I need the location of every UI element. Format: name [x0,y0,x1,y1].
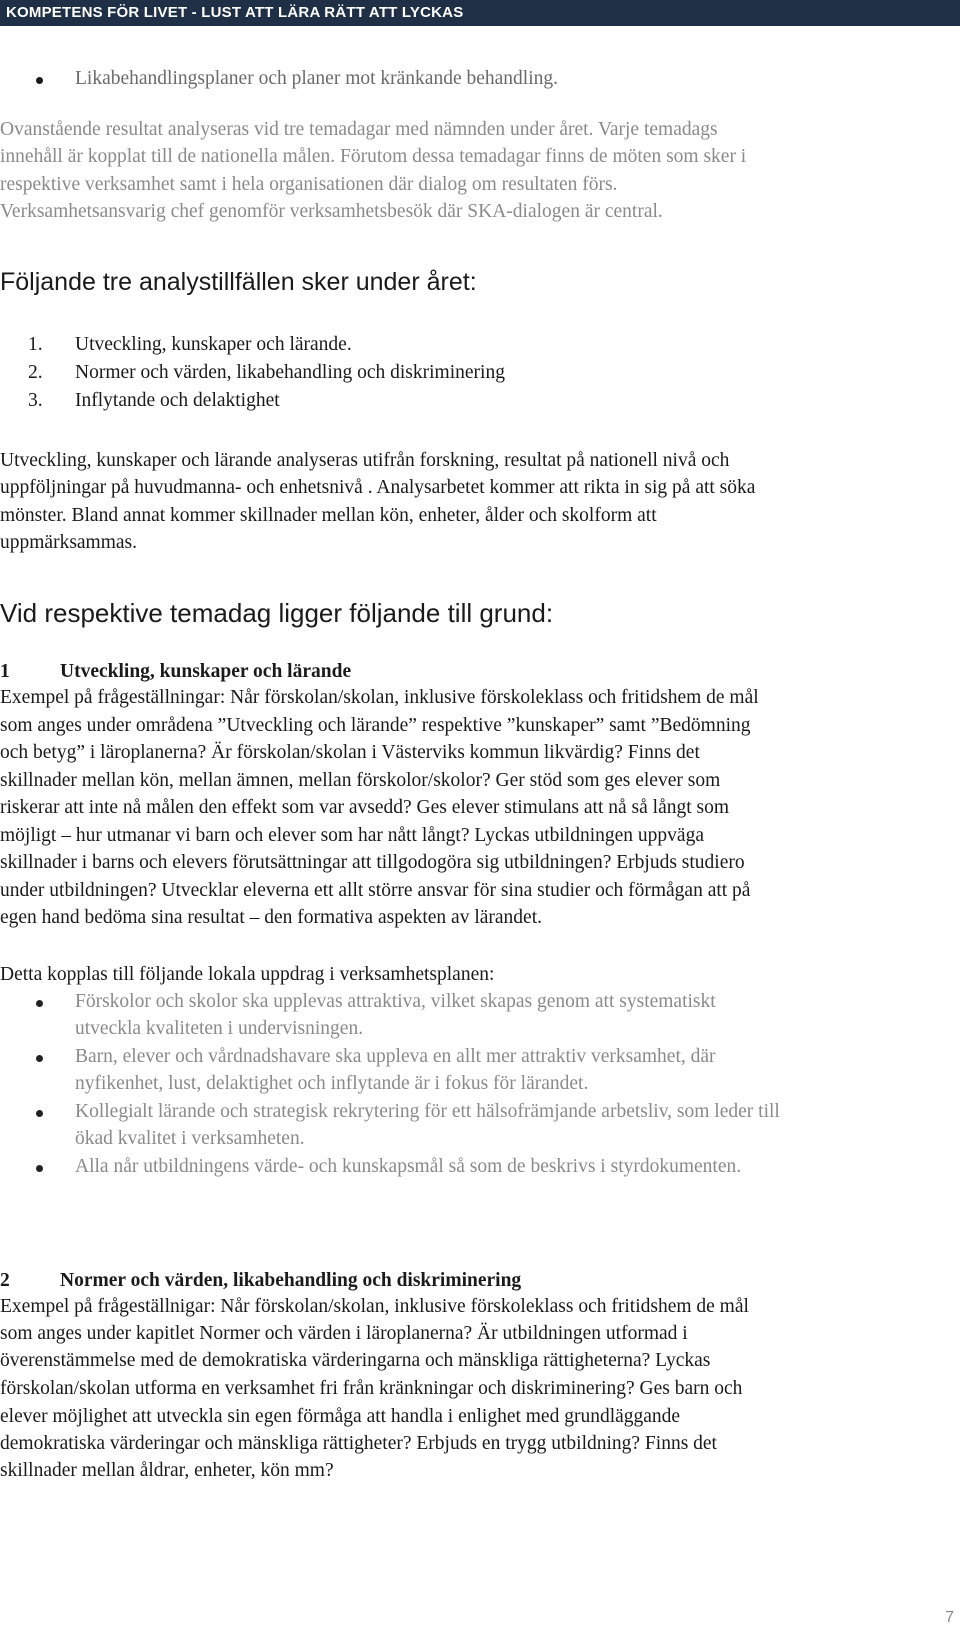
plan-bullet-text: Förskolor och skolor ska upplevas attraktiva, vilket skapas genom att systematiskt [75,991,716,1012]
section1-line: som anges under områdena ”Utveckling och lärande” respektive ”kunskaper” samt ”Bedömning [0,715,751,736]
section2-line: förskolan/skolan utforma en verksamhet fri från kränkningar och diskriminering? Ges barn och [0,1378,743,1399]
numbered-item-text: Normer och värden, likabehandling och diskriminering [75,362,505,383]
bullet-icon [36,1000,43,1007]
section2-number: 2 [0,1270,10,1291]
plan-bullet-text: Kollegialt lärande och strategisk rekrytering för ett hälsofrämjande arbetsliv, som leder till [75,1101,780,1122]
header-bar [0,0,960,26]
bullet-icon [36,1165,43,1172]
numbered-item-number: 2. [28,362,43,383]
section2-line: Exempel på frågeställnigar: Når förskolan/skolan, inklusive förskoleklass och fritidshem de mål [0,1296,749,1317]
para2-line-2: uppföljningar på huvudmanna- och enhetsnivå . Analysarbetet kommer att rikta in sig på att söka [0,477,756,498]
section1-line: egen hand bedöma sina resultat – den formativa aspekten av lärandet. [0,907,543,928]
bullet-icon [36,77,43,84]
section1-line: och betyg” i läroplanerna? Är förskolan/skolan i Västerviks kommun likvärdig? Finns det [0,742,700,763]
section1-line: riskerar att inte nå målen den effekt som var avsedd? Ges elever stimulans att nå så långt som [0,797,730,818]
section2-line: demokratiska värderingar och mänskliga rättigheter? Erbjuds en trygg utbildning? Finns det [0,1433,717,1454]
bullet-icon [36,1110,43,1117]
heading-analystillfallen: Följande tre analystillfällen sker under året: [0,268,477,296]
intro-line-2: innehåll är kopplat till de nationella målen. Förutom dessa temadagar finns de möten som sker i [0,146,747,167]
section1-lead: Detta kopplas till följande lokala uppdrag i verksamhetsplanen: [0,964,495,985]
heading-temadag: Vid respektive temadag ligger följande till grund: [0,598,554,628]
para2-line-3: mönster. Bland annat kommer skillnader mellan kön, enheter, ålder och skolform att [0,505,657,526]
section2-line: elever möjlighet att utveckla sin egen förmåga att handla i enlighet med grundläggande [0,1406,681,1427]
numbered-item-text: Inflytande och delaktighet [75,390,280,411]
section1-title: Utveckling, kunskaper och lärande [60,661,352,682]
numbered-item-number: 3. [28,390,43,411]
section1-line: skillnader mellan kön, mellan ämnen, mellan förskolor/skolor? Ger stöd som ges elever som [0,770,721,791]
section1-line: skillnader i barns och elevers förutsättningar att tillgodogöra sig utbildningen? Erbjuds studiero [0,852,745,873]
intro-line-1: Ovanstående resultat analyseras vid tre temadagar med nämnden under året. Varje temadags [0,119,718,140]
section1-line: Exempel på frågeställningar: Når förskolan/skolan, inklusive förskoleklass och fritidshem de mål [0,687,759,708]
plan-bullet-text: Barn, elever och vårdnadshavare ska uppleva en allt mer attraktiv verksamhet, där [75,1046,716,1067]
page-number: 7 [945,1609,954,1626]
numbered-item-text: Utveckling, kunskaper och lärande. [75,334,352,355]
section2-title: Normer och värden, likabehandling och diskriminering [60,1270,522,1291]
section2-line: som anges under kapitlet Normer och värden i läroplanerna? Är utbildningen utformad i [0,1323,688,1344]
intro-line-3: respektive verksamhet samt i hela organisationen där dialog om resultaten förs. [0,174,618,195]
intro-line-4: Verksamhetsansvarig chef genomför verksamhetsbesök där SKA-dialogen är central. [0,201,663,222]
top-bullet-text: Likabehandlingsplaner och planer mot kränkande behandling. [75,68,559,89]
bullet-icon [36,1055,43,1062]
section1-number: 1 [0,661,10,682]
para2-line-1: Utveckling, kunskaper och lärande analyseras utifrån forskning, resultat på nationell nivå och [0,450,730,471]
plan-bullet-text: Alla når utbildningens värde- och kunskapsmål så som de beskrivs i styrdokumenten. [75,1156,742,1177]
plan-bullet-text: utveckla kvaliteten i undervisningen. [75,1018,364,1039]
numbered-item-number: 1. [28,334,43,355]
section2-line: överenstämmelse med de demokratiska värderingarna och mänskliga rättigheterna? Lyckas [0,1350,711,1371]
section1-line: under utbildningen? Utvecklar eleverna ett allt större ansvar för sina studier och förmågan att på [0,880,751,901]
para2-line-4: uppmärksammas. [0,532,138,553]
section2-line: skillnader mellan åldrar, enheter, kön mm? [0,1460,334,1481]
plan-bullet-text: ökad kvalitet i verksamheten. [75,1128,305,1149]
header-title: KOMPETENS FÖR LIVET - LUST ATT LÄRA RÄTT ATT LYCKAS [6,4,464,21]
plan-bullet-text: nyfikenhet, lust, delaktighet och inflytande är i fokus för lärandet. [75,1073,589,1094]
section1-line: möjligt – hur utmanar vi barn och elever som har nått långt? Lyckas utbildningen uppväga [0,825,704,846]
